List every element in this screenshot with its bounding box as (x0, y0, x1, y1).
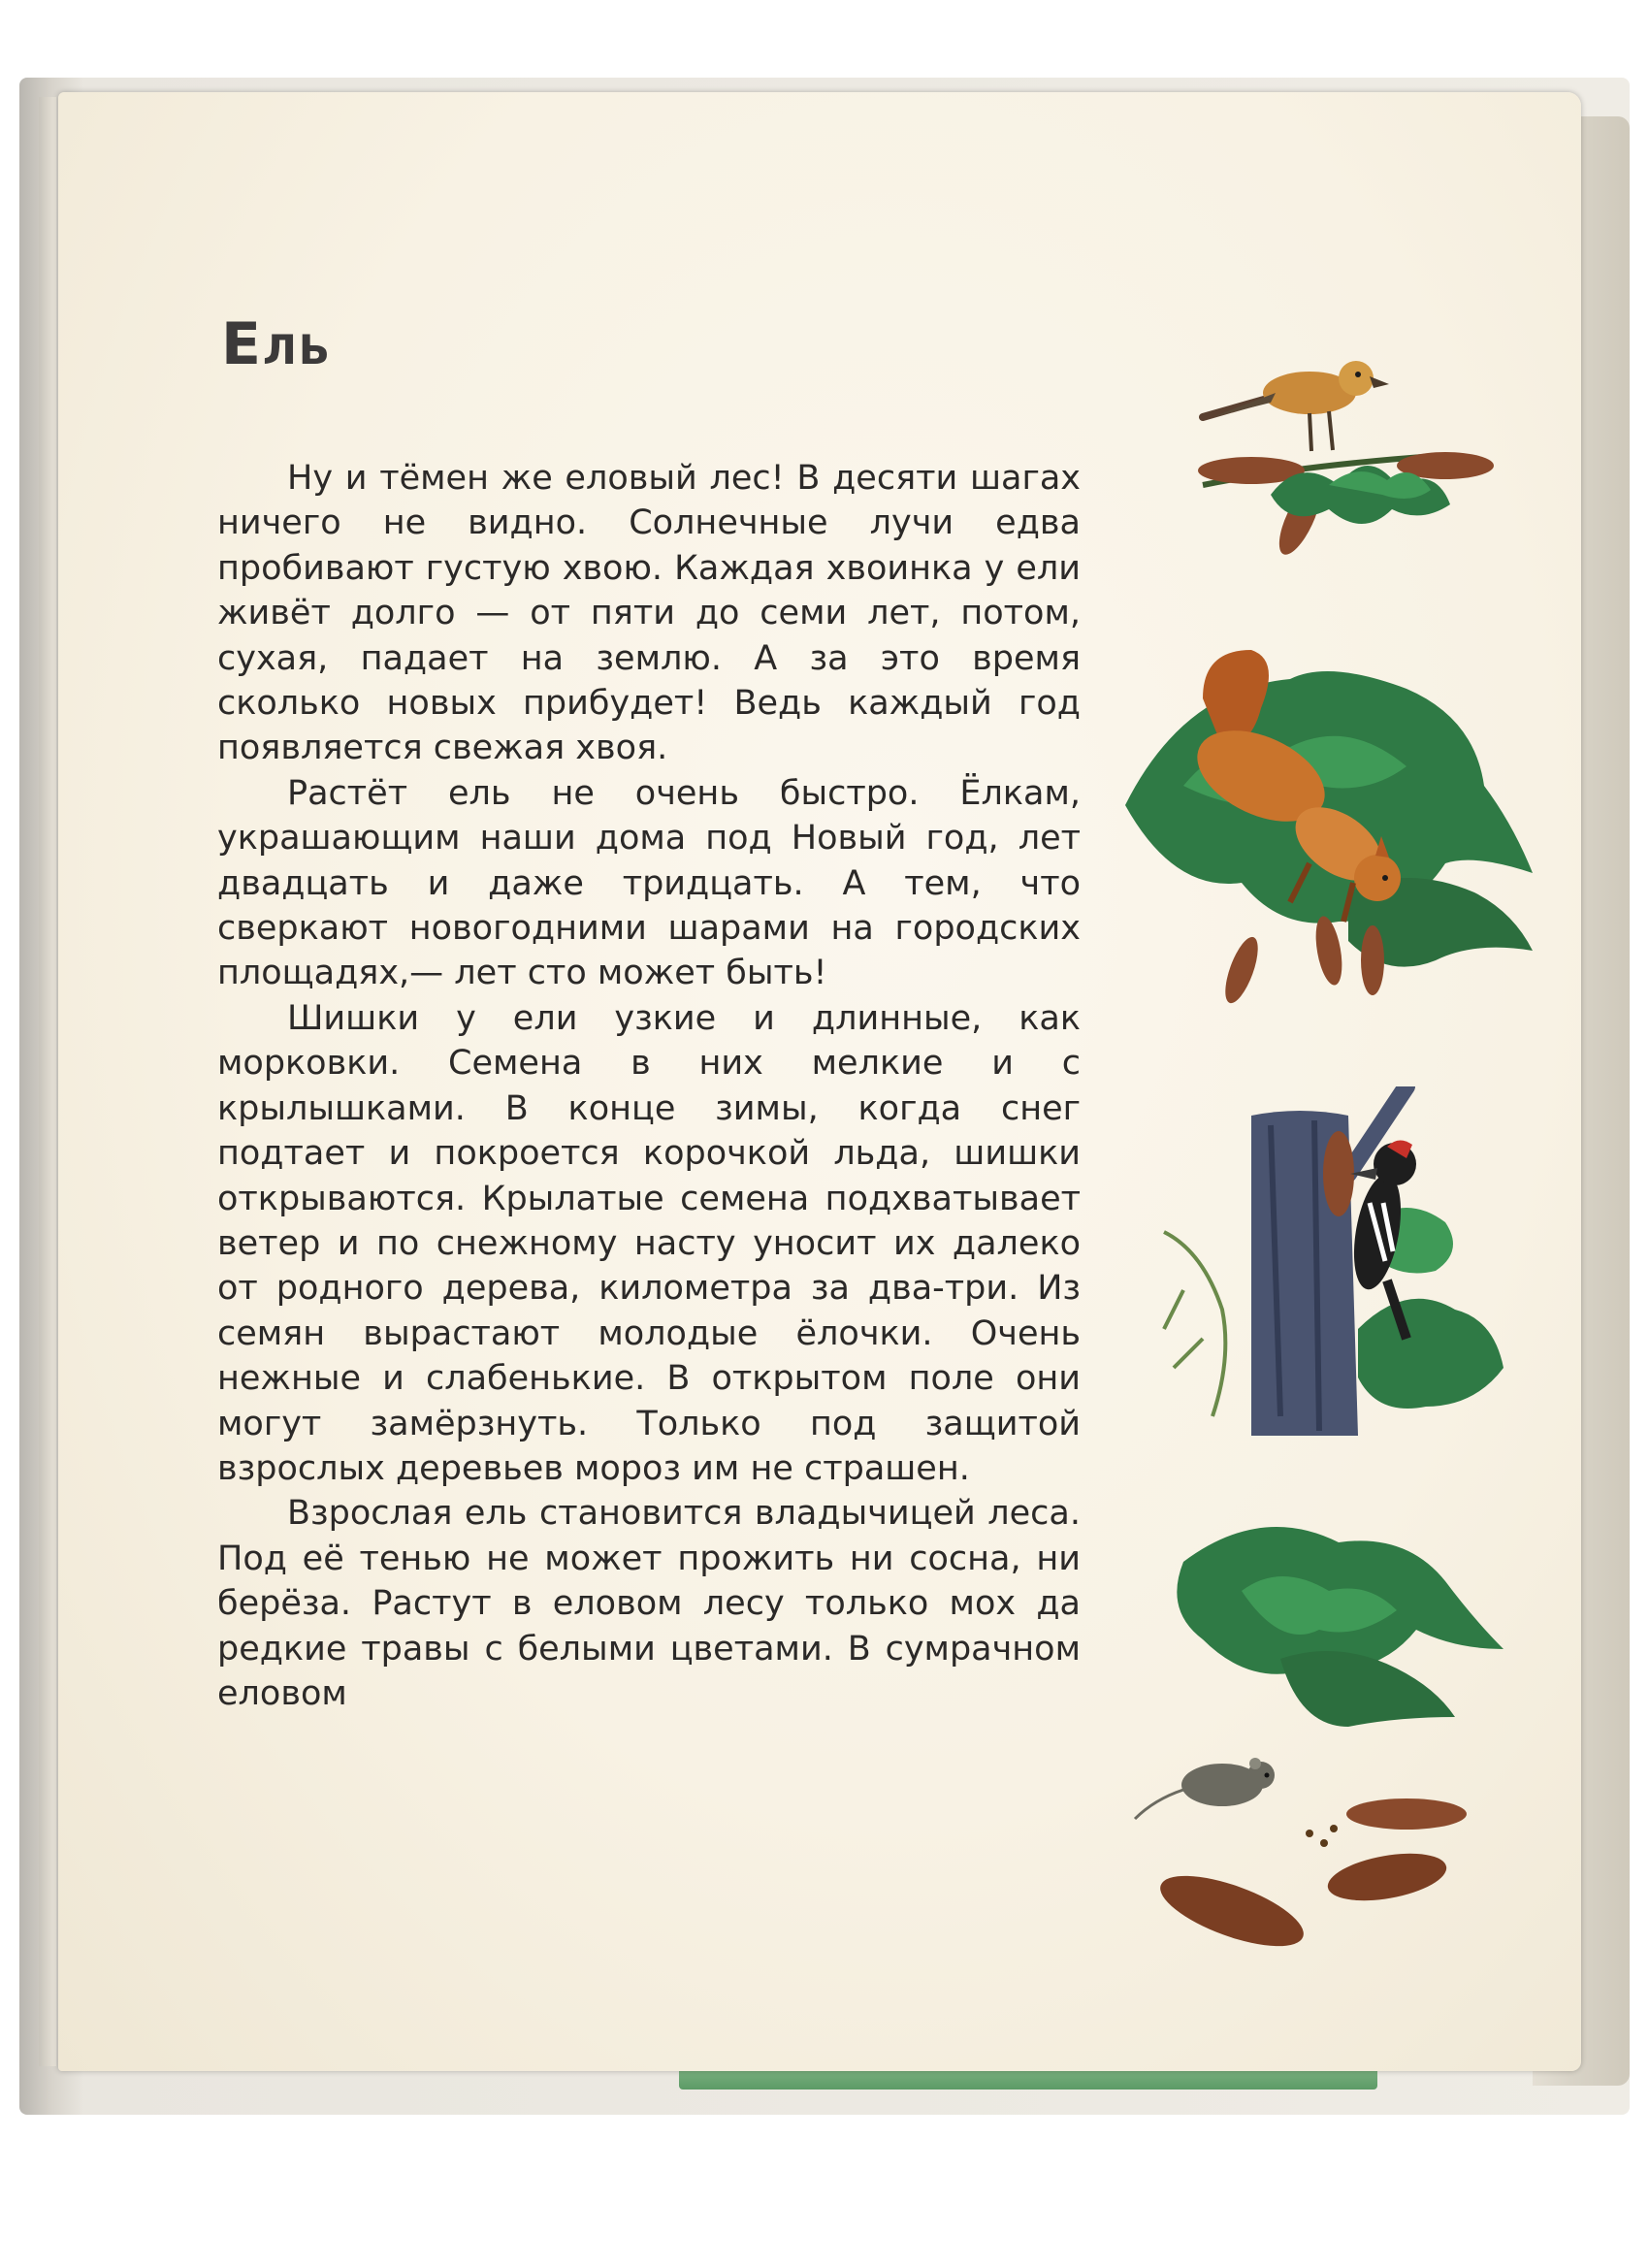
paragraph-2: Растёт ель не очень быстро. Ёлкам, украшающим наши дома под Новый год, лет двадцать и даже тридцать. А тем, что сверкают новогодними шарами на городских площадях,— лет сто может быть! (217, 773, 1081, 993)
mouse-and-spruce-cones-illustration (1125, 1513, 1533, 1950)
spruce-branch (1177, 1527, 1504, 1727)
spruce-branch (1198, 452, 1494, 560)
book-spine (39, 97, 56, 2066)
woodpecker-on-spruce-trunk-illustration (1145, 1086, 1513, 1455)
paragraph-1: Ну и тёмен же еловый лес! В десяти шагах ничего не видно. Солнечные лучи едва пробивают густую хвою. Каждая хвоинка у ели живёт долго — от пяти до семи лет, потом, сухая, падает на землю. А за это время сколько новых прибудет! Ведь каждый год появляется свежая хвоя. (217, 459, 1081, 768)
spruce-cones-icon (1152, 1798, 1467, 1950)
body-text (217, 456, 1081, 1716)
page-title: Ель (221, 310, 332, 378)
squirrel-on-spruce-branch-illustration (1116, 640, 1542, 1019)
crossbill-bird-icon (1203, 361, 1389, 451)
paragraph-3: Шишки у ели узкие и длинные, как морковки. Семена в них мелкие и с крылышками. В конце зимы, когда снег подтает и покроется корочкой льда, шишки открываются. Крылатые семена подхватывает ветер и по снежному насту уносит их далеко от родного дерева, километра за два-три. Из семян вырастают молодые ёлочки. Очень нежные и слабенькие. В открытом поле они могут замёрзнуть. Только под защитой взрослых деревьев мороз им не страшен. (217, 998, 1081, 1488)
mouse-icon (1135, 1758, 1275, 1819)
paragraph-4: Взрослая ель становится владычицей леса. Под её тенью не может прожить ни сосна, ни берёза. Растут в еловом лесу только мох да редкие травы с белыми цветами. В сумрачном еловом (217, 1494, 1081, 1713)
crossbill-on-spruce-branch-illustration (1183, 349, 1513, 601)
